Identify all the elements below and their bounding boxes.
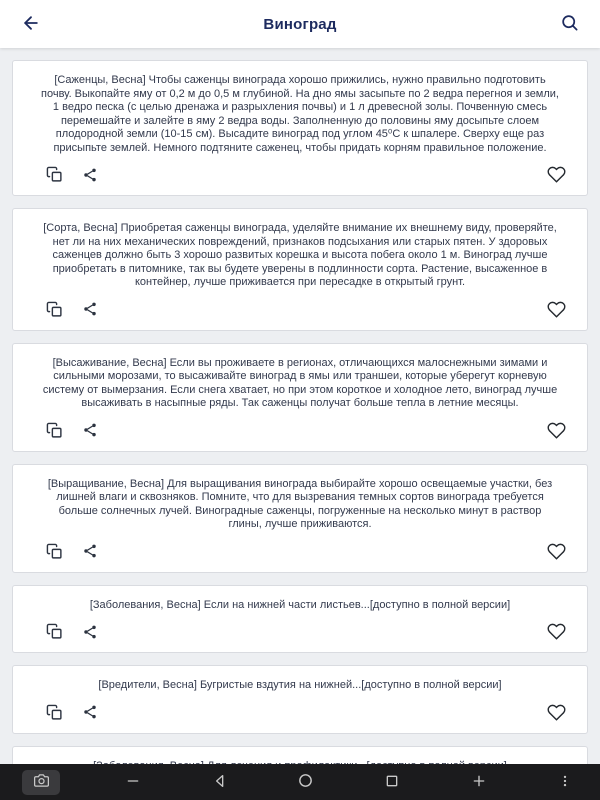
heart-icon — [547, 622, 566, 644]
favorite-button[interactable] — [545, 421, 567, 443]
menu-button[interactable] — [552, 769, 578, 795]
system-nav-bar — [0, 764, 600, 800]
share-button[interactable] — [79, 542, 101, 564]
minimize-icon — [125, 773, 141, 792]
recents-button[interactable] — [379, 769, 405, 795]
favorite-button[interactable] — [545, 542, 567, 564]
arrow-left-icon — [21, 13, 41, 36]
card-footer — [13, 157, 587, 195]
copy-button[interactable] — [43, 542, 65, 564]
plus-icon — [471, 773, 487, 792]
share-icon — [82, 422, 98, 441]
share-button[interactable] — [79, 300, 101, 322]
tip-text: [Высаживание, Весна] Если вы проживаете в регионах, отличающихся малоснежными зимами и сильными морозами, то высаживайте виноград в ямы или траншеи, которые уберегут корневую систему от вымерзания. Если снега хватает, но при этом короткое и холодное лето, виноград лучше высаживать в насыпные ряды. Так саженцы получат больше тепла в летние месяцы. — [42, 356, 558, 409]
back-icon — [212, 773, 228, 792]
tips-list — [0, 48, 600, 800]
share-button[interactable] — [79, 165, 101, 187]
share-icon — [82, 543, 98, 562]
tip-card — [12, 60, 588, 196]
search-button[interactable] — [554, 9, 584, 39]
page-title: Виноград — [263, 15, 337, 33]
app-bar — [0, 0, 600, 48]
copy-icon — [46, 422, 63, 442]
copy-icon — [46, 301, 63, 321]
home-icon — [297, 772, 314, 792]
copy-button[interactable] — [43, 300, 65, 322]
card-footer — [13, 695, 587, 733]
home-button[interactable] — [293, 769, 319, 795]
tip-text: [Сорта, Весна] Приобретая саженцы винограда, уделяйте внимание их внешнему виду, проверяйте, нет ли на них механических повреждений, признаков подсыхания или старых пятен. У здоровых саженцев должно быть 3 хорошо развитых корешка и высота побега около 1 м. Виноград лучше приобретать в питомнике, так вы будете уверены в подлинности сорта. Растение, высаженное в контейнер, лучше приживается при пересадке в открытый грунт. — [43, 222, 557, 288]
favorite-button[interactable] — [545, 703, 567, 725]
copy-icon — [46, 166, 63, 186]
copy-button[interactable] — [43, 622, 65, 644]
share-button[interactable] — [79, 703, 101, 725]
tip-card — [12, 343, 588, 452]
tip-text: [Выращивание, Весна] Для выращивания винограда выбирайте хорошо освещаемые участки, без лишней влаги и сквозняков. Помните, что для вызревания темных сортов винограда требуется больше солнечных лучей. Виноградные саженцы, погруженные на несколько минут в раствор глины, лучше приживаются. — [47, 477, 553, 530]
card-footer — [13, 534, 587, 572]
card-footer — [13, 413, 587, 451]
share-icon — [82, 624, 98, 643]
share-button[interactable] — [79, 421, 101, 443]
share-icon — [82, 301, 98, 320]
menu-dots-icon — [558, 773, 572, 792]
tip-text: [Вредители, Весна] Бугристые вздутия на нижней...[доступно в полной версии] — [98, 679, 502, 691]
tip-card-locked — [12, 585, 588, 654]
tip-text: [Саженцы, Весна] Чтобы саженцы винограда хорошо прижились, нужно правильно подготовить почву. Выкопайте яму от 0,2 м до 0,5 м глубиной. На дно ямы засыпьте по 2 ведра перегноя и земли, 1 ведро песка (с целью дренажа и разрыхления почвы) и 1 л древесной золы. Почвенную смесь перемешайте и залейте в яму 2 ведра воды. Заполненную до половины яму досыпьте слоем плодородной земли (10-15 см). Высадите виноград под углом 45⁰С к шпалере. Сверху еще раз присыпьте землей. Немного подтяните саженец, чтобы придать корням правильное положение. — [41, 74, 559, 154]
search-icon — [560, 13, 579, 35]
tip-text: [Заболевания, Весна] Если на нижней части листьев...[доступно в полной версии] — [89, 598, 511, 611]
screenshot-button[interactable] — [22, 770, 60, 795]
copy-button[interactable] — [43, 421, 65, 443]
heart-icon — [547, 165, 566, 187]
card-footer — [13, 292, 587, 330]
favorite-button[interactable] — [545, 165, 567, 187]
favorite-button[interactable] — [545, 622, 567, 644]
favorite-button[interactable] — [545, 300, 567, 322]
copy-button[interactable] — [43, 165, 65, 187]
card-footer — [13, 614, 587, 652]
copy-icon — [46, 623, 63, 643]
copy-icon — [46, 543, 63, 563]
add-button[interactable] — [466, 769, 492, 795]
tip-card — [12, 464, 588, 573]
copy-button[interactable] — [43, 703, 65, 725]
recents-icon — [384, 773, 400, 792]
screenshot-icon — [34, 773, 49, 791]
nav-back-button[interactable] — [207, 769, 233, 795]
heart-icon — [547, 703, 566, 725]
copy-icon — [46, 704, 63, 724]
share-icon — [82, 704, 98, 723]
heart-icon — [547, 421, 566, 443]
back-button[interactable] — [16, 9, 46, 39]
minimize-button[interactable] — [120, 769, 146, 795]
share-icon — [82, 167, 98, 186]
tip-card-locked — [12, 665, 588, 734]
heart-icon — [547, 300, 566, 322]
tip-card — [12, 208, 588, 331]
heart-icon — [547, 542, 566, 564]
share-button[interactable] — [79, 622, 101, 644]
